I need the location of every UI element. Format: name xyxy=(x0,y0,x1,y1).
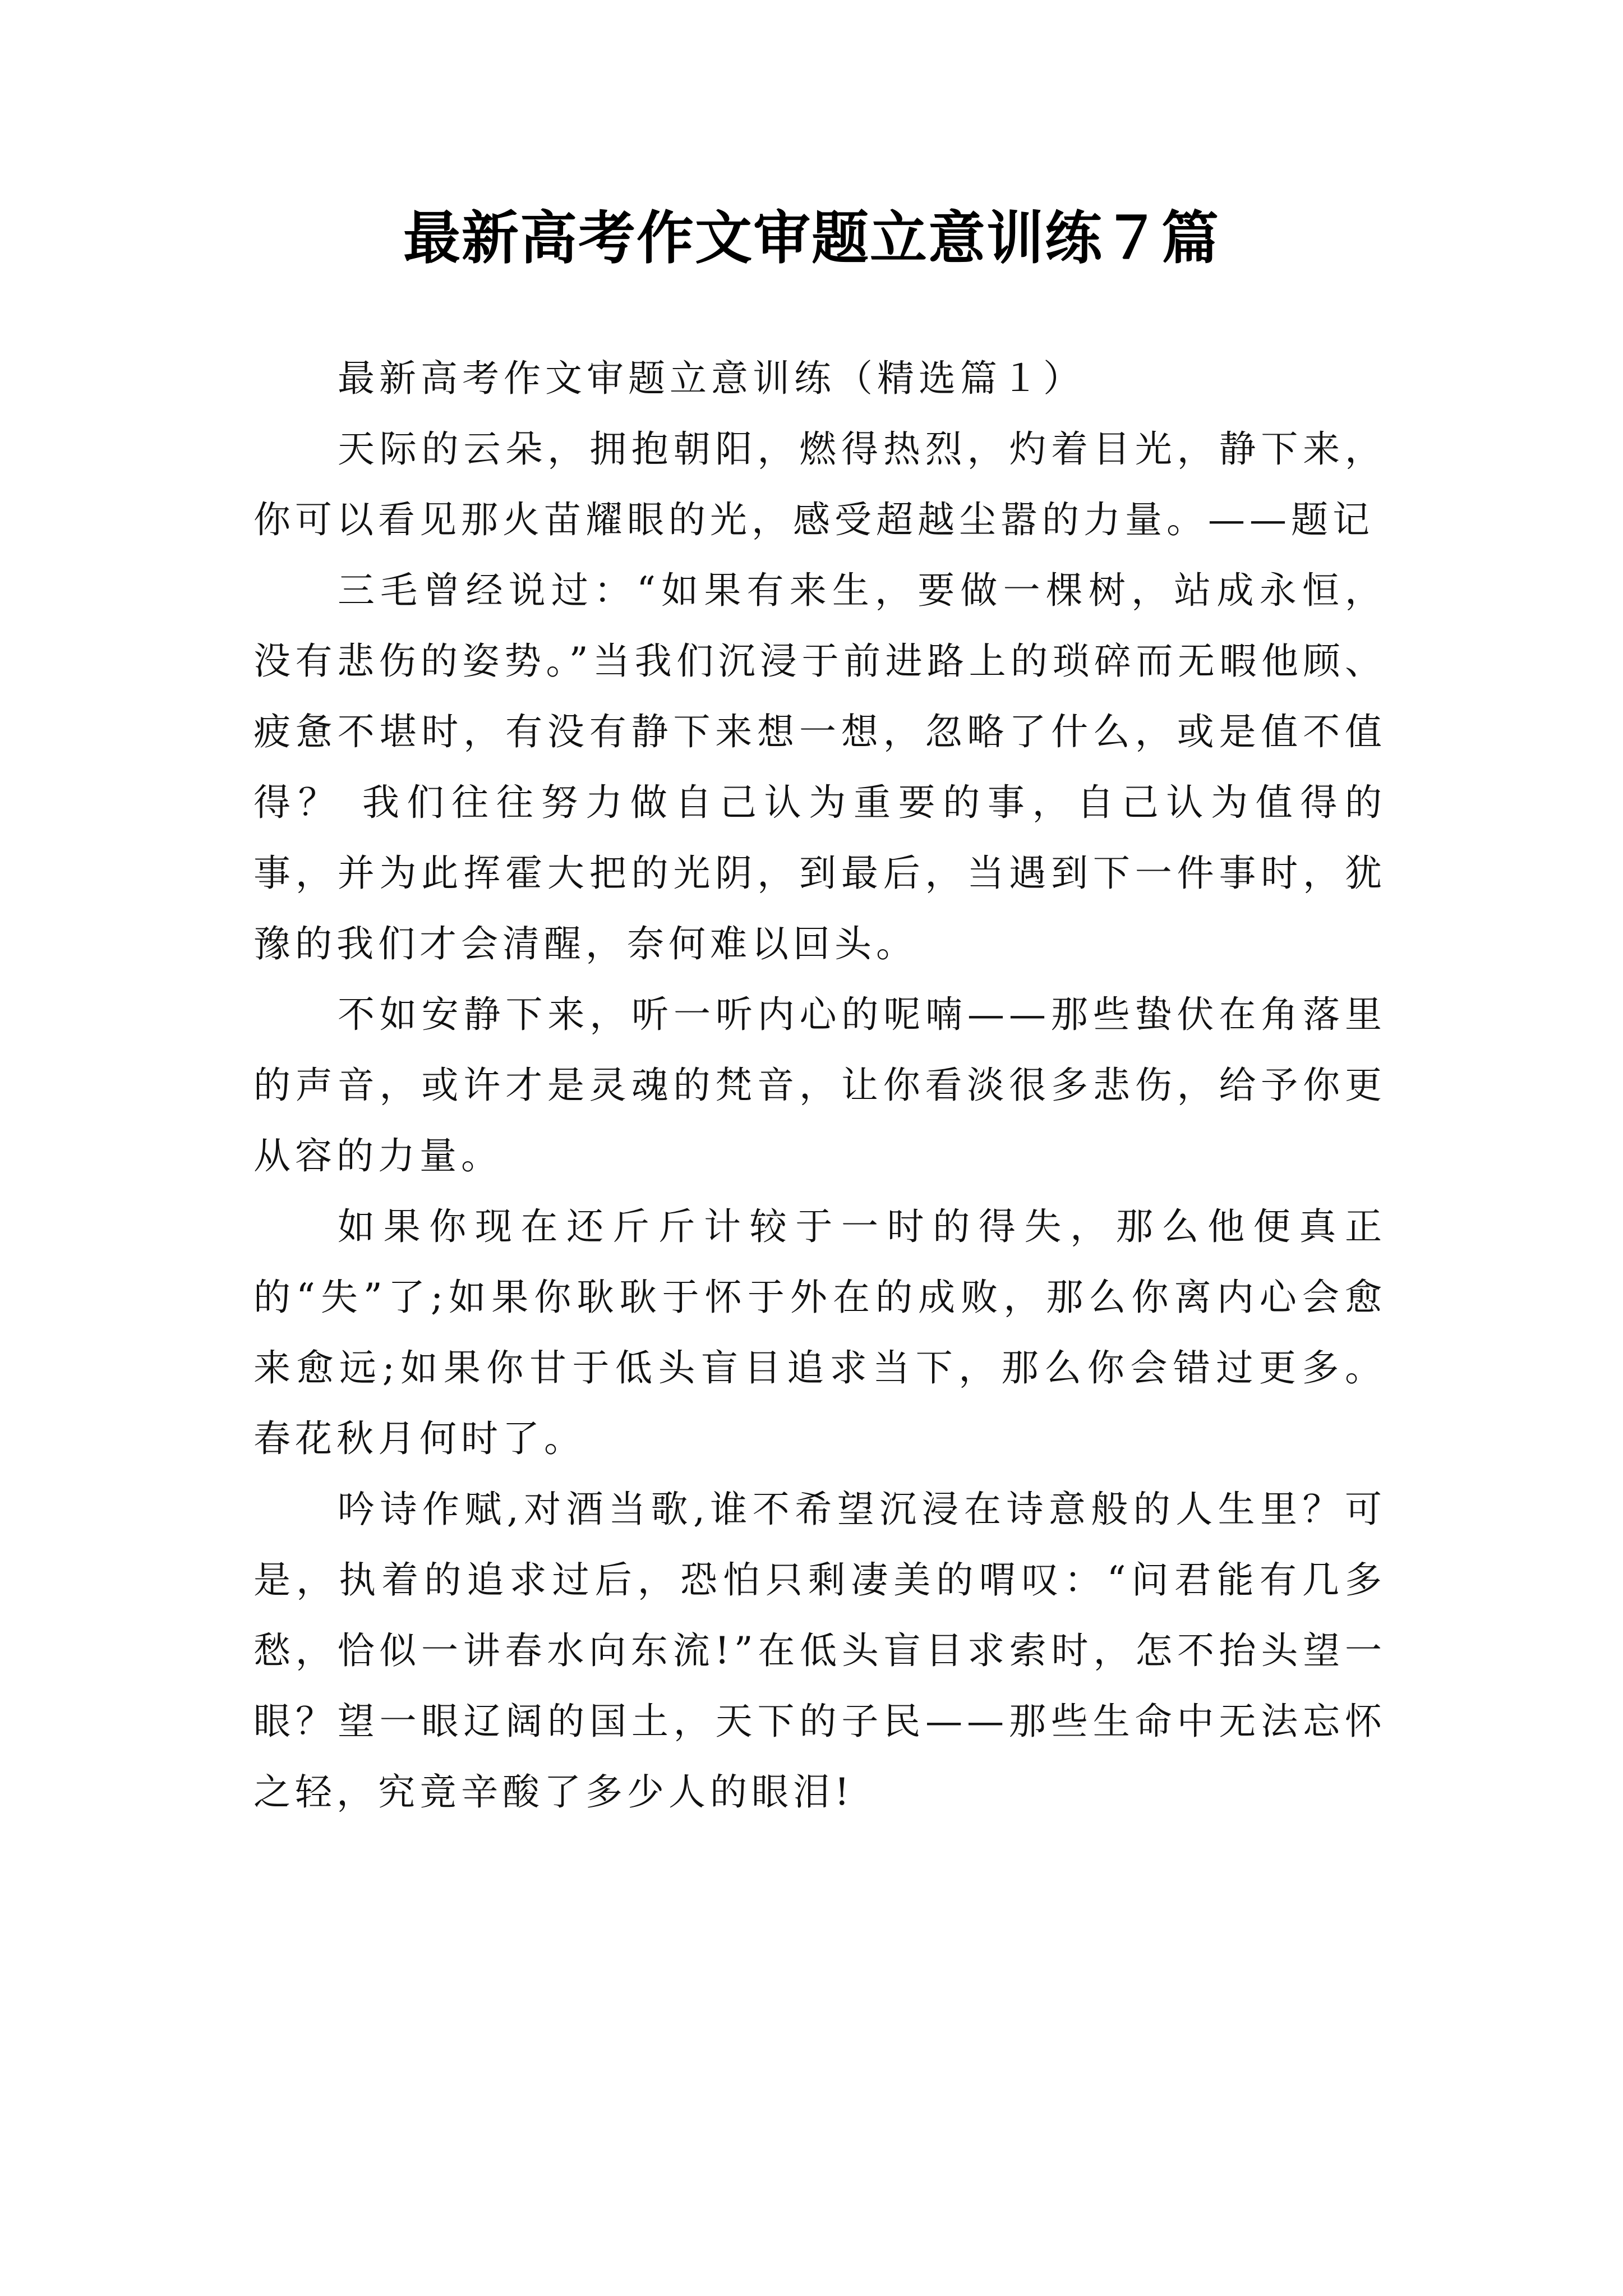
paragraph: 三毛曾经说过：“如果有来生，要做一棵树，站成永恒，没有悲伤的姿势。”当我们沉浸于前进路上的琐碎而无暇他顾、疲惫不堪时，有没有静下来想一想，忽略了什么，或是值不值得？ 我们往往努力做自己认为重要的事，自己认为值得的事，并为此挥霍大把的光阴，到最后，当遇到下一件事时，犹豫的我们才会清醒，奈何难以回头。 xyxy=(253,569,1386,965)
paragraph: 如果你现在还斤斤计较于一时的得失，那么他便真正的“失”了;如果你耿耿于怀于外在的成败，那么你离内心会愈来愈远;如果你甘于低头盲目追求当下，那么你会错过更多。 春花秋月何时了。 xyxy=(253,1205,1386,1460)
paragraph: 吟诗作赋,对酒当歌,谁不希望沉浸在诗意般的人生里？可是，执着的追求过后，恐怕只剩凄美的喟叹：“问君能有几多愁，恰似一讲春水向东流!”在低头盲目求索时，怎不抬头望一眼？望一眼辽阔的国土，天下的子民——那些生命中无法忘怀之轻，究竟辛酸了多少人的眼泪! xyxy=(253,1488,1386,1814)
section-heading: 最新高考作文审题立意训练（精选篇１） xyxy=(338,357,1085,400)
document-title: 最新高考作文审题立意训练７篇 xyxy=(403,205,1220,272)
paragraph: 天际的云朵，拥抱朝阳，燃得热烈，灼着目光，静下来，你可以看见那火苗耀眼的光，感受超越尘嚣的力量。——题记 xyxy=(253,427,1386,541)
paragraph: 不如安静下来，听一听内心的呢喃——那些蛰伏在角落里的声音，或许才是灵魂的梵音，让你看淡很多悲伤，给予你更从容的力量。 xyxy=(253,993,1386,1177)
document-body xyxy=(253,343,1386,1828)
